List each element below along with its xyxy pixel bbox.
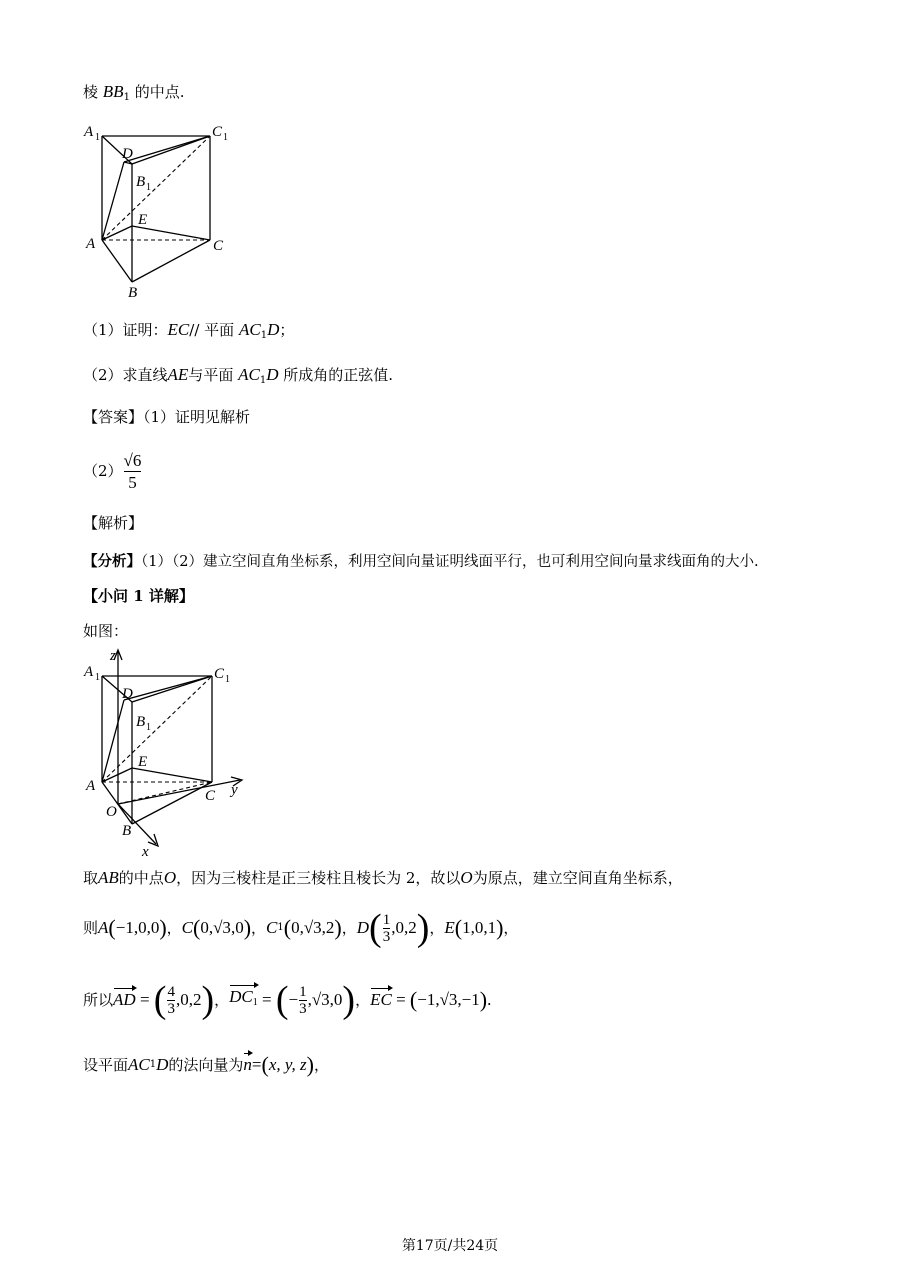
normal-eq: = [251,1055,262,1074]
point-e-value: 1,0,1 [462,918,497,937]
sub1-text: 【小问 1 详解】 [83,587,194,605]
rutu-line [83,621,128,641]
intro-sub: 1 [123,92,130,103]
normal-mid: 的法向量为 [168,1056,244,1074]
para1-math-o1: O [163,868,177,887]
label-b: B [128,285,138,301]
q2-sub: 1 [259,375,267,386]
label-d: D [122,146,133,162]
page-footer [0,1235,900,1255]
coords-sep-2: ， [251,919,267,937]
vector-dc1-minus: − [288,990,299,1009]
label2-d: D [122,686,133,702]
vector-ad-den: 3 [167,1000,175,1017]
q1-relation: // 平面 [189,321,235,339]
label-b1-sub: 1 [146,182,151,193]
vectors-end: . [487,990,492,1009]
q2-number: （2）求直线 [83,366,168,384]
coords-sep-1: ， [166,919,182,937]
point-c1-sub: 1 [277,922,284,933]
normal-vector-line: 设平面 AC 1 D 的法向量为 n = ( x, y, z ) ， [83,1052,329,1077]
point-d-fraction [383,912,391,945]
vector-dc1-num: 1 [299,983,307,1000]
vectors-line: 所以 AD = ( $\frac{4}{3}$ ,0,2 ) ， $DC_1$ = ( − $\frac{1}{3}$ ,√3,0 ) ， EC = ( −1,√3,−1 ) . [83,979,492,1021]
normal-value: x, y, z [268,1055,307,1074]
origin-paragraph [83,868,683,888]
label2-a: A [86,778,96,794]
para1-mid2: ，因为三棱柱是正三棱柱且棱长为 2，故以 [176,869,461,887]
point-d-rest: ,0,2 [391,918,417,937]
normal-vector-n: n [243,1055,252,1074]
coordinates-line: 则 A ( −1,0,0 ) ， C ( 0, √3 ,0 ) ， C 1 ( 0, √3 ,2 ) ， D ( $\frac{1}{3}$ ,0,2 ) ， E ( 1,0,1 ) ， [83,907,519,949]
vector-dc1-rest: ,√3,0 [307,990,343,1009]
normal-math-ac: AC [128,1055,150,1074]
point-c: C [181,918,194,937]
analysis-label [83,513,143,533]
label2-c: C [205,788,216,804]
point-c-b: ,0 [230,918,244,937]
intro-math: BB [102,82,124,101]
page-number: 第17页/共24页 [401,1238,499,1254]
point-c-a: 0, [200,918,214,937]
coords-lead: 则 [83,919,99,937]
intro-pre: 棱 [83,83,99,101]
q1-end: ； [279,321,295,339]
coords-sep-3: ， [341,919,357,937]
q1-sub: 1 [260,330,268,341]
fenxi-text: （1）（2）建立空间直角坐标系，利用空间向量证明线面平行，也可利用空间向量求线面角的大小. [141,554,759,570]
intro-post: 的中点. [134,83,185,101]
vectors-sep-1: ， [214,991,230,1009]
answer-line [83,407,250,427]
para1-post: 为原点，建立空间直角坐标系， [472,869,683,887]
vectors-sep-2: ， [355,991,371,1009]
label-b1: B [136,174,146,190]
label2-c1: C [214,666,225,682]
point-d-den: 3 [382,928,391,945]
prism-figure-2 [80,644,260,859]
label2-o: O [106,804,117,820]
coords-sep-4: ， [429,919,445,937]
normal-sub: 1 [149,1059,157,1070]
vector-ad-fraction [167,984,175,1017]
label2-a1-sub: 1 [95,672,100,683]
point-c1-root: √3 [303,918,322,937]
point-d-num: 1 [382,911,391,928]
vector-dc1 [229,987,258,1013]
vector-ad-rest: ,0,2 [175,990,202,1009]
point-c1: C [266,918,278,937]
label-a1-sub: 1 [95,132,100,143]
vector-ad-num: 4 [167,983,175,1000]
point-c1-b: ,2 [321,918,335,937]
label2-a1: A [84,664,94,680]
vector-dc1-sub: 1 [252,997,258,1008]
normal-math-d: D [156,1055,169,1074]
label-a: A [86,236,96,252]
answer2-root: √6 [123,450,142,470]
point-c1-a: 0, [291,918,304,937]
point-d: D [356,918,370,937]
question-2 [83,365,393,391]
rutu-text: 如图： [83,622,129,640]
vector-dc1-den: 3 [299,1000,307,1017]
q1-number: （1）证明： [83,321,168,339]
fenxi-line [83,552,759,572]
axis-z-label: z [110,648,116,664]
q1-math-ac: AC [238,320,261,339]
q2-math-d: D [266,365,279,384]
q1-math-ec: EC [167,320,190,339]
normal-end: ， [313,1056,329,1074]
point-a-value: −1,0,0 [115,918,160,937]
point-a: A [98,918,109,937]
answer-text: （1）证明见解析 [143,408,251,426]
q2-math-ae: AE [167,365,189,384]
para1-pre: 取 [83,869,99,887]
q2-math-ac: AC [238,365,260,384]
fenxi-label: 【分析】 [83,553,141,570]
question-1 [83,320,294,346]
vector-ec-value: −1,√3,−1 [417,990,480,1009]
analysis-text: 【解析】 [83,514,144,532]
vector-ec: EC [370,990,392,1009]
para1-math-o2: O [460,868,473,887]
answer2-fraction [124,450,142,493]
label-e: E [138,212,148,228]
answer-label: 【答案】 [83,408,144,426]
q1-math-d: D [267,320,280,339]
point-e: E [444,918,455,937]
vectors-lead: 所以 [83,991,114,1009]
q2-end: 所成角的正弦值. [283,366,394,384]
label-c1: C [212,124,223,140]
answer2-den: 5 [128,472,137,492]
axis-y-label: y [231,782,238,798]
label2-b: B [122,823,132,839]
sub-question-1-label [83,586,194,606]
vector-ad: AD [113,990,136,1009]
coords-end: ， [503,919,519,937]
intro-line [83,82,185,108]
normal-pre: 设平面 [83,1056,129,1074]
label2-c1-sub: 1 [225,674,230,685]
label-c: C [213,238,224,254]
label2-e: E [138,754,148,770]
answer2-number: （2） [83,462,123,480]
vector-dc1-fraction [299,984,307,1017]
prism-figure-1 [80,118,260,308]
label2-b1: B [136,714,146,730]
para1-mid1: 的中点 [118,869,164,887]
answer-2 [83,446,142,496]
label2-b1-sub: 1 [146,722,151,733]
label-a1: A [84,124,94,140]
axis-x-label: x [142,844,149,859]
para1-math-ab: AB [98,868,119,887]
q2-mid: 与平面 [188,366,234,384]
label-c1-sub: 1 [223,132,228,143]
vector-dc1-letters: DC [229,987,253,1006]
point-c-root: √3 [213,918,231,937]
